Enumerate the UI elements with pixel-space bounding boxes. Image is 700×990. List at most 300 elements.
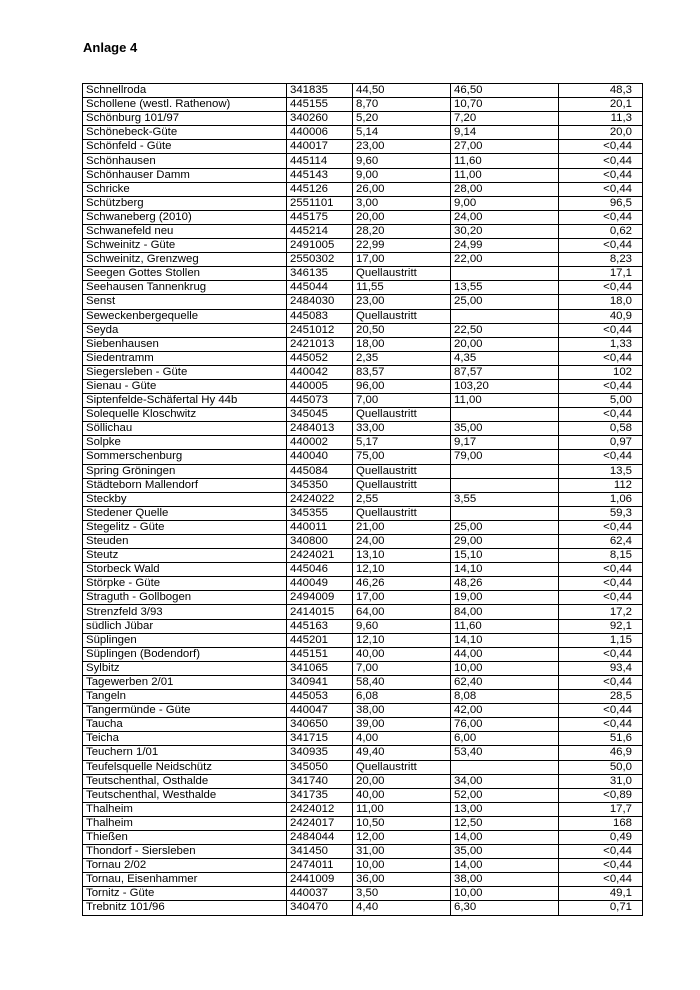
value-cell: 1,33 (559, 337, 643, 351)
value-cell: <0,44 (559, 154, 643, 168)
depth-from-cell: 38,00 (353, 704, 451, 718)
depth-to-cell: 44,00 (451, 647, 559, 661)
depth-from-cell: 40,00 (353, 788, 451, 802)
table-row (83, 901, 643, 915)
station-name-cell: Tornau 2/02 (83, 859, 287, 873)
station-name-cell: Schützberg (83, 196, 287, 210)
depth-from-cell: 5,17 (353, 436, 451, 450)
station-id-cell: 440037 (287, 887, 353, 901)
depth-to-cell: 10,00 (451, 661, 559, 675)
station-id-cell: 2424017 (287, 816, 353, 830)
depth-from-cell: 75,00 (353, 450, 451, 464)
depth-from-cell: 10,00 (353, 859, 451, 873)
depth-from-cell: 96,00 (353, 379, 451, 393)
table-row (83, 464, 643, 478)
depth-from-cell: 11,55 (353, 281, 451, 295)
value-cell: <0,44 (559, 718, 643, 732)
station-id-cell: 2414015 (287, 605, 353, 619)
station-name-cell: Thalheim (83, 802, 287, 816)
depth-to-cell: 15,10 (451, 549, 559, 563)
value-cell: 50,0 (559, 760, 643, 774)
depth-to-cell: 53,40 (451, 746, 559, 760)
value-cell: 92,1 (559, 619, 643, 633)
value-cell: <0,44 (559, 210, 643, 224)
station-name-cell: Thondorf - Siersleben (83, 845, 287, 859)
station-id-cell: 345355 (287, 506, 353, 520)
table-row (83, 704, 643, 718)
station-name-cell: Tornau, Eisenhammer (83, 873, 287, 887)
station-id-cell: 445114 (287, 154, 353, 168)
depth-from-cell: Quellaustritt (353, 309, 451, 323)
table-row (83, 535, 643, 549)
table-row (83, 182, 643, 196)
table-row (83, 196, 643, 210)
depth-to-cell: 46,50 (451, 84, 559, 98)
table-row (83, 450, 643, 464)
station-id-cell: 341740 (287, 774, 353, 788)
depth-from-cell: 17,00 (353, 253, 451, 267)
station-name-cell: Tangeln (83, 690, 287, 704)
depth-from-cell: 10,50 (353, 816, 451, 830)
station-name-cell: Schweinitz, Grenzweg (83, 253, 287, 267)
value-cell: 51,6 (559, 732, 643, 746)
depth-from-cell: 7,00 (353, 661, 451, 675)
station-name-cell: Seweckenbergequelle (83, 309, 287, 323)
value-cell: 93,4 (559, 661, 643, 675)
value-cell: <0,44 (559, 408, 643, 422)
depth-to-cell: 14,10 (451, 633, 559, 647)
station-name-cell: Schönfeld - Güte (83, 140, 287, 154)
table-row (83, 140, 643, 154)
depth-from-cell: Quellaustritt (353, 760, 451, 774)
depth-from-cell: 12,00 (353, 830, 451, 844)
table-row (83, 492, 643, 506)
table-row (83, 549, 643, 563)
station-id-cell: 440040 (287, 450, 353, 464)
depth-from-cell: 83,57 (353, 365, 451, 379)
data-table (82, 83, 643, 916)
station-id-cell: 340650 (287, 718, 353, 732)
station-id-cell: 440047 (287, 704, 353, 718)
depth-from-cell: 13,10 (353, 549, 451, 563)
table-row (83, 802, 643, 816)
station-id-cell: 2484013 (287, 422, 353, 436)
station-id-cell: 2491005 (287, 239, 353, 253)
station-id-cell: 340470 (287, 901, 353, 915)
value-cell: <0,44 (559, 182, 643, 196)
station-name-cell: Süplingen (Bodendorf) (83, 647, 287, 661)
table-row (83, 309, 643, 323)
depth-from-cell: 9,60 (353, 154, 451, 168)
station-id-cell: 445052 (287, 351, 353, 365)
value-cell: 20,0 (559, 126, 643, 140)
value-cell: 5,00 (559, 394, 643, 408)
table-row (83, 224, 643, 238)
value-cell: <0,44 (559, 675, 643, 689)
station-id-cell: 445201 (287, 633, 353, 647)
depth-to-cell: 11,00 (451, 168, 559, 182)
depth-from-cell: 3,50 (353, 887, 451, 901)
depth-to-cell: 24,99 (451, 239, 559, 253)
table-row (83, 774, 643, 788)
depth-to-cell (451, 309, 559, 323)
value-cell: <0,44 (559, 520, 643, 534)
value-cell: 17,1 (559, 267, 643, 281)
station-name-cell: Schönhauser Damm (83, 168, 287, 182)
station-name-cell: Schwaneberg (2010) (83, 210, 287, 224)
table-row (83, 351, 643, 365)
table-row (83, 647, 643, 661)
value-cell: <0,44 (559, 859, 643, 873)
table-row (83, 619, 643, 633)
table-row (83, 563, 643, 577)
depth-from-cell: 36,00 (353, 873, 451, 887)
station-id-cell: 340800 (287, 535, 353, 549)
depth-to-cell: 79,00 (451, 450, 559, 464)
depth-to-cell: 30,20 (451, 224, 559, 238)
depth-to-cell: 76,00 (451, 718, 559, 732)
station-name-cell: Taucha (83, 718, 287, 732)
value-cell: <0,44 (559, 351, 643, 365)
depth-to-cell: 11,60 (451, 619, 559, 633)
depth-from-cell: 44,50 (353, 84, 451, 98)
station-name-cell: Solequelle Kloschwitz (83, 408, 287, 422)
station-name-cell: Stedener Quelle (83, 506, 287, 520)
table-row (83, 408, 643, 422)
value-cell: 0,49 (559, 830, 643, 844)
value-cell: 28,5 (559, 690, 643, 704)
table-body (83, 84, 643, 916)
depth-from-cell: 46,26 (353, 577, 451, 591)
station-id-cell: 2424021 (287, 549, 353, 563)
station-id-cell: 440017 (287, 140, 353, 154)
value-cell: 46,9 (559, 746, 643, 760)
depth-to-cell: 8,08 (451, 690, 559, 704)
station-id-cell: 340260 (287, 112, 353, 126)
depth-to-cell: 11,60 (451, 154, 559, 168)
depth-to-cell: 10,00 (451, 887, 559, 901)
station-name-cell: Teicha (83, 732, 287, 746)
depth-from-cell: 7,00 (353, 394, 451, 408)
value-cell: 49,1 (559, 887, 643, 901)
table-row (83, 394, 643, 408)
depth-to-cell: 62,40 (451, 675, 559, 689)
depth-from-cell: 20,00 (353, 774, 451, 788)
depth-to-cell: 3,55 (451, 492, 559, 506)
station-id-cell: 2494009 (287, 591, 353, 605)
station-id-cell: 440049 (287, 577, 353, 591)
station-id-cell: 345350 (287, 478, 353, 492)
value-cell: 8,15 (559, 549, 643, 563)
station-id-cell: 445163 (287, 619, 353, 633)
value-cell: 59,3 (559, 506, 643, 520)
station-name-cell: Steckby (83, 492, 287, 506)
station-name-cell: Sienau - Güte (83, 379, 287, 393)
depth-to-cell: 22,00 (451, 253, 559, 267)
station-id-cell: 445046 (287, 563, 353, 577)
station-name-cell: Steuden (83, 535, 287, 549)
value-cell: <0,44 (559, 450, 643, 464)
depth-to-cell: 7,20 (451, 112, 559, 126)
table-row (83, 436, 643, 450)
station-id-cell: 341735 (287, 788, 353, 802)
value-cell: 17,7 (559, 802, 643, 816)
value-cell: 1,15 (559, 633, 643, 647)
depth-to-cell: 24,00 (451, 210, 559, 224)
station-id-cell: 341065 (287, 661, 353, 675)
depth-to-cell: 29,00 (451, 535, 559, 549)
value-cell: <0,44 (559, 323, 643, 337)
depth-to-cell: 22,50 (451, 323, 559, 337)
table-row (83, 210, 643, 224)
station-id-cell: 445175 (287, 210, 353, 224)
station-name-cell: Teutschenthal, Osthalde (83, 774, 287, 788)
value-cell: 102 (559, 365, 643, 379)
depth-from-cell: 2,55 (353, 492, 451, 506)
value-cell: 62,4 (559, 535, 643, 549)
depth-to-cell: 103,20 (451, 379, 559, 393)
station-id-cell: 445084 (287, 464, 353, 478)
station-name-cell: Steutz (83, 549, 287, 563)
table-row (83, 830, 643, 844)
value-cell: 0,62 (559, 224, 643, 238)
depth-from-cell: Quellaustritt (353, 464, 451, 478)
table-row (83, 675, 643, 689)
depth-from-cell: 20,50 (353, 323, 451, 337)
depth-from-cell: 5,14 (353, 126, 451, 140)
depth-to-cell: 28,00 (451, 182, 559, 196)
depth-from-cell: 33,00 (353, 422, 451, 436)
value-cell: <0,44 (559, 591, 643, 605)
depth-from-cell: 12,10 (353, 633, 451, 647)
table-row (83, 690, 643, 704)
depth-to-cell: 20,00 (451, 337, 559, 351)
station-id-cell: 440002 (287, 436, 353, 450)
depth-from-cell: 40,00 (353, 647, 451, 661)
station-id-cell: 341450 (287, 845, 353, 859)
depth-from-cell: 11,00 (353, 802, 451, 816)
station-name-cell: südlich Jübar (83, 619, 287, 633)
value-cell: 48,3 (559, 84, 643, 98)
station-id-cell: 341715 (287, 732, 353, 746)
value-cell: 17,2 (559, 605, 643, 619)
depth-to-cell: 35,00 (451, 422, 559, 436)
station-id-cell: 2441009 (287, 873, 353, 887)
value-cell: 168 (559, 816, 643, 830)
station-name-cell: Thalheim (83, 816, 287, 830)
station-id-cell: 340935 (287, 746, 353, 760)
table-row (83, 605, 643, 619)
depth-from-cell: 9,60 (353, 619, 451, 633)
value-cell: 8,23 (559, 253, 643, 267)
depth-to-cell: 27,00 (451, 140, 559, 154)
station-name-cell: Siedentramm (83, 351, 287, 365)
value-cell: 0,97 (559, 436, 643, 450)
depth-from-cell: 31,00 (353, 845, 451, 859)
depth-to-cell: 19,00 (451, 591, 559, 605)
station-name-cell: Teuchern 1/01 (83, 746, 287, 760)
station-name-cell: Tornitz - Güte (83, 887, 287, 901)
depth-from-cell: 23,00 (353, 295, 451, 309)
station-id-cell: 346135 (287, 267, 353, 281)
table-row (83, 633, 643, 647)
station-name-cell: Schönebeck-Güte (83, 126, 287, 140)
value-cell: <0,44 (559, 647, 643, 661)
station-name-cell: Spring Gröningen (83, 464, 287, 478)
value-cell: <0,44 (559, 563, 643, 577)
station-name-cell: Siebenhausen (83, 337, 287, 351)
value-cell: <0,44 (559, 281, 643, 295)
station-id-cell: 440011 (287, 520, 353, 534)
depth-from-cell: 23,00 (353, 140, 451, 154)
station-name-cell: Thießen (83, 830, 287, 844)
station-name-cell: Senst (83, 295, 287, 309)
station-name-cell: Storbeck Wald (83, 563, 287, 577)
depth-to-cell: 84,00 (451, 605, 559, 619)
station-name-cell: Schweinitz - Güte (83, 239, 287, 253)
table-row (83, 718, 643, 732)
station-name-cell: Tangermünde - Güte (83, 704, 287, 718)
station-name-cell: Söllichau (83, 422, 287, 436)
value-cell: 20,1 (559, 98, 643, 112)
station-name-cell: Schönhausen (83, 154, 287, 168)
value-cell: 11,3 (559, 112, 643, 126)
page-title: Anlage 4 (83, 40, 138, 55)
table-row (83, 154, 643, 168)
depth-from-cell: 12,10 (353, 563, 451, 577)
table-row (83, 168, 643, 182)
station-id-cell: 445214 (287, 224, 353, 238)
station-name-cell: Schnellroda (83, 84, 287, 98)
table-row (83, 422, 643, 436)
depth-to-cell: 9,14 (451, 126, 559, 140)
depth-to-cell (451, 506, 559, 520)
value-cell: 0,58 (559, 422, 643, 436)
depth-to-cell: 35,00 (451, 845, 559, 859)
station-id-cell: 2474011 (287, 859, 353, 873)
station-id-cell: 445126 (287, 182, 353, 196)
value-cell: 1,06 (559, 492, 643, 506)
depth-to-cell (451, 408, 559, 422)
depth-to-cell: 4,35 (451, 351, 559, 365)
depth-to-cell: 6,00 (451, 732, 559, 746)
station-name-cell: Städteborn Mallendorf (83, 478, 287, 492)
station-name-cell: Solpke (83, 436, 287, 450)
station-name-cell: Schönburg 101/97 (83, 112, 287, 126)
station-name-cell: Sylbitz (83, 661, 287, 675)
depth-from-cell: 6,08 (353, 690, 451, 704)
station-id-cell: 345050 (287, 760, 353, 774)
depth-from-cell: 3,00 (353, 196, 451, 210)
station-id-cell: 2551101 (287, 196, 353, 210)
table-row (83, 873, 643, 887)
value-cell: 40,9 (559, 309, 643, 323)
station-name-cell: Seyda (83, 323, 287, 337)
depth-from-cell: 39,00 (353, 718, 451, 732)
station-id-cell: 445151 (287, 647, 353, 661)
station-id-cell: 2451012 (287, 323, 353, 337)
depth-from-cell: 22,99 (353, 239, 451, 253)
depth-to-cell: 9,17 (451, 436, 559, 450)
station-id-cell: 345045 (287, 408, 353, 422)
depth-to-cell: 52,00 (451, 788, 559, 802)
table-row (83, 746, 643, 760)
station-id-cell: 445044 (287, 281, 353, 295)
depth-to-cell: 14,10 (451, 563, 559, 577)
table-row (83, 732, 643, 746)
station-name-cell: Süplingen (83, 633, 287, 647)
depth-to-cell (451, 478, 559, 492)
value-cell: <0,44 (559, 140, 643, 154)
table-row (83, 506, 643, 520)
station-name-cell: Teutschenthal, Westhalde (83, 788, 287, 802)
station-id-cell: 440006 (287, 126, 353, 140)
depth-to-cell: 10,70 (451, 98, 559, 112)
table-row (83, 760, 643, 774)
station-id-cell: 445053 (287, 690, 353, 704)
value-cell: <0,44 (559, 704, 643, 718)
depth-to-cell: 12,50 (451, 816, 559, 830)
station-name-cell: Straguth - Gollbogen (83, 591, 287, 605)
depth-from-cell: 5,20 (353, 112, 451, 126)
table-row (83, 379, 643, 393)
depth-from-cell: 4,00 (353, 732, 451, 746)
depth-to-cell: 25,00 (451, 520, 559, 534)
station-name-cell: Sommerschenburg (83, 450, 287, 464)
station-id-cell: 2484044 (287, 830, 353, 844)
table-row (83, 98, 643, 112)
value-cell: <0,44 (559, 577, 643, 591)
station-name-cell: Strenzfeld 3/93 (83, 605, 287, 619)
station-id-cell: 445155 (287, 98, 353, 112)
depth-to-cell: 6,30 (451, 901, 559, 915)
station-name-cell: Seehausen Tannenkrug (83, 281, 287, 295)
station-id-cell: 341835 (287, 84, 353, 98)
station-id-cell: 440005 (287, 379, 353, 393)
station-id-cell: 440042 (287, 365, 353, 379)
depth-to-cell: 13,00 (451, 802, 559, 816)
station-name-cell: Stegelitz - Güte (83, 520, 287, 534)
value-cell: 96,5 (559, 196, 643, 210)
depth-to-cell: 11,00 (451, 394, 559, 408)
depth-from-cell: 8,70 (353, 98, 451, 112)
depth-to-cell: 14,00 (451, 859, 559, 873)
depth-from-cell: 4,40 (353, 901, 451, 915)
station-id-cell: 445083 (287, 309, 353, 323)
value-cell: 0,71 (559, 901, 643, 915)
table-row (83, 84, 643, 98)
table-row (83, 816, 643, 830)
depth-from-cell: Quellaustritt (353, 506, 451, 520)
table-row (83, 859, 643, 873)
depth-from-cell: 18,00 (353, 337, 451, 351)
station-id-cell: 445073 (287, 394, 353, 408)
depth-to-cell: 38,00 (451, 873, 559, 887)
station-name-cell: Siptenfelde-Schäfertal Hy 44b (83, 394, 287, 408)
value-cell: <0,44 (559, 168, 643, 182)
station-name-cell: Tagewerben 2/01 (83, 675, 287, 689)
table-row (83, 112, 643, 126)
depth-from-cell: 64,00 (353, 605, 451, 619)
table-row (83, 520, 643, 534)
station-name-cell: Siegersleben - Güte (83, 365, 287, 379)
station-id-cell: 2550302 (287, 253, 353, 267)
depth-from-cell: 26,00 (353, 182, 451, 196)
depth-to-cell (451, 267, 559, 281)
depth-from-cell: 58,40 (353, 675, 451, 689)
station-name-cell: Schwanefeld neu (83, 224, 287, 238)
table-row (83, 577, 643, 591)
